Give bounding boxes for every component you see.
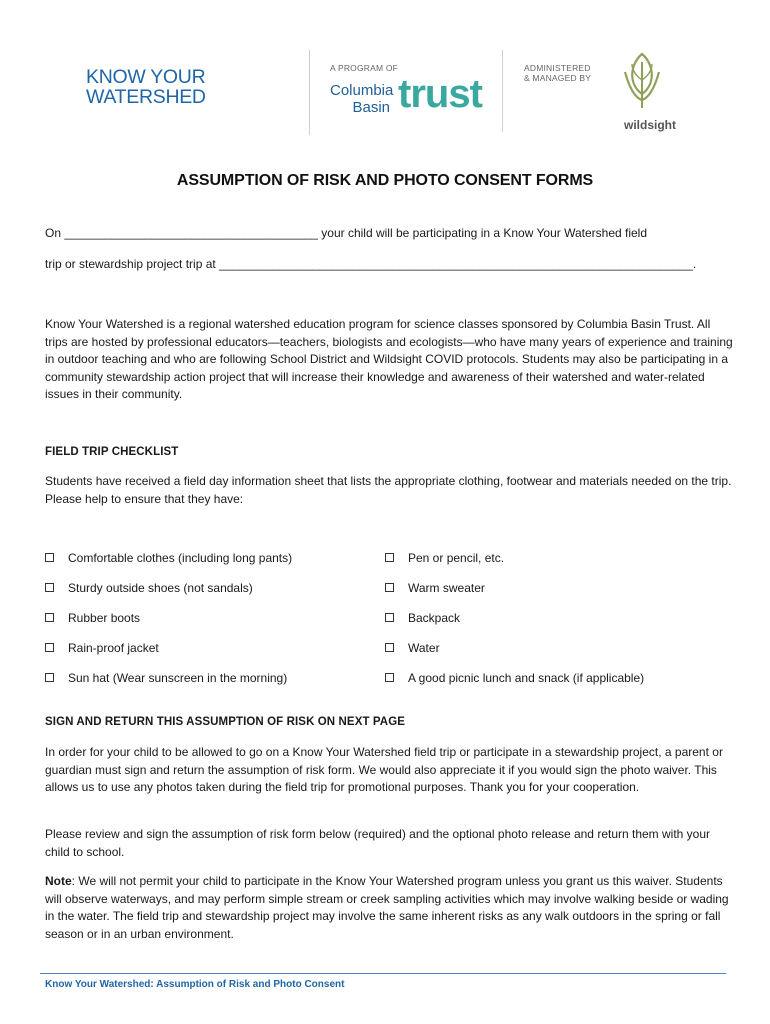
checklist-item-jacket[interactable]: Rain-proof jacket [45,641,159,655]
note-label: Note [45,874,72,888]
checkbox[interactable] [385,553,394,562]
checkbox[interactable] [385,613,394,622]
sign-paragraph-2: Please review and sign the assumption of risk form below (required) and the optional photo release and return them with your child to school. [45,827,711,859]
intro-line-2: trip or stewardship project trip at _______________________________________________________________________. [45,257,697,271]
sign-paragraph-1: In order for your child to be allowed to go on a Know Your Watershed field trip or participate in a stewardship project, a parent or guardian must sign and return the assumption of risk form. We would also appreciate it if you would sign the photo waiver. This allows us to use any photos taken during the field trip for promotional purposes. Thank you for your cooperation. [45,745,723,794]
divider-2 [502,50,503,132]
program-of-label: A PROGRAM OF [330,63,399,73]
wildsight-leaf-icon [622,50,662,114]
administered-label: ADMINISTERED & MANAGED BY [524,63,592,83]
checklist-item-boots[interactable]: Rubber boots [45,611,140,625]
checklist-item-pen[interactable]: Pen or pencil, etc. [385,551,504,565]
know-your-watershed-logo [86,67,206,107]
checkbox[interactable] [385,673,394,682]
intro-line-1: On ______________________________________ your child will be participating in a Know Your Watershed field [45,226,648,240]
cbt-basin: Basin [352,99,390,116]
divider-1 [309,50,310,135]
page-title: ASSUMPTION OF RISK AND PHOTO CONSENT FORMS [176,172,594,189]
logo-line-1: KNOW YOUR [86,66,206,88]
footer-text: Know Your Watershed: Assumption of Risk and Photo Consent [45,979,345,990]
logo-line-2: WATERSHED [86,86,206,108]
note-paragraph [45,873,735,943]
wildsight-logo-text: wildsight [624,118,676,132]
checkbox[interactable] [45,583,54,592]
checklist-intro: Students have received a field day information sheet that lists the appropriate clothing, footwear and materials needed on the trip. Please help to ensure that they have: [45,474,732,506]
checklist-item-backpack[interactable]: Backpack [385,611,460,625]
checklist-heading: FIELD TRIP CHECKLIST [45,446,179,458]
cbt-trust: trust [398,72,482,116]
checkbox[interactable] [385,643,394,652]
checkbox[interactable] [45,643,54,652]
checkbox[interactable] [45,553,54,562]
checkbox[interactable] [385,583,394,592]
checklist-item-lunch[interactable]: A good picnic lunch and snack (if applicable) [385,671,644,685]
checklist-item-sunhat[interactable]: Sun hat (Wear sunscreen in the morning) [45,671,287,685]
checkbox[interactable] [45,613,54,622]
footer-rule [40,973,726,974]
cbt-columbia: Columbia [330,82,394,99]
note-text: : We will not permit your child to participate in the Know Your Watershed program unless you grant us this waiver. Students will observe waterways, and may perform simple stream or creek sampling activities which may involve walking beside or wading in the water. The field trip and stewardship project may involve the same inherent risks as any walk outdoors in the spring or fall season or in an urban environment. [45,874,729,941]
sign-heading: SIGN AND RETURN THIS ASSUMPTION OF RISK ON NEXT PAGE [45,716,406,728]
program-description: Know Your Watershed is a regional watershed education program for science classes sponsored by Columbia Basin Trust. All trips are hosted by professional educators—teachers, biologists and ecologists—who have many years of experience and training in outdoor teaching and who are following School District and Wildsight COVID protocols. Students may also be participating in a community stewardship action project that will increase their knowledge and awareness of their watershed and water-related issues in their community. [45,317,733,401]
checklist-item-shoes[interactable]: Sturdy outside shoes (not sandals) [45,581,253,595]
checklist-item-water[interactable]: Water [385,641,440,655]
checkbox[interactable] [45,673,54,682]
checklist-item-sweater[interactable]: Warm sweater [385,581,485,595]
checklist-item-clothes[interactable]: Comfortable clothes (including long pants) [45,551,292,565]
